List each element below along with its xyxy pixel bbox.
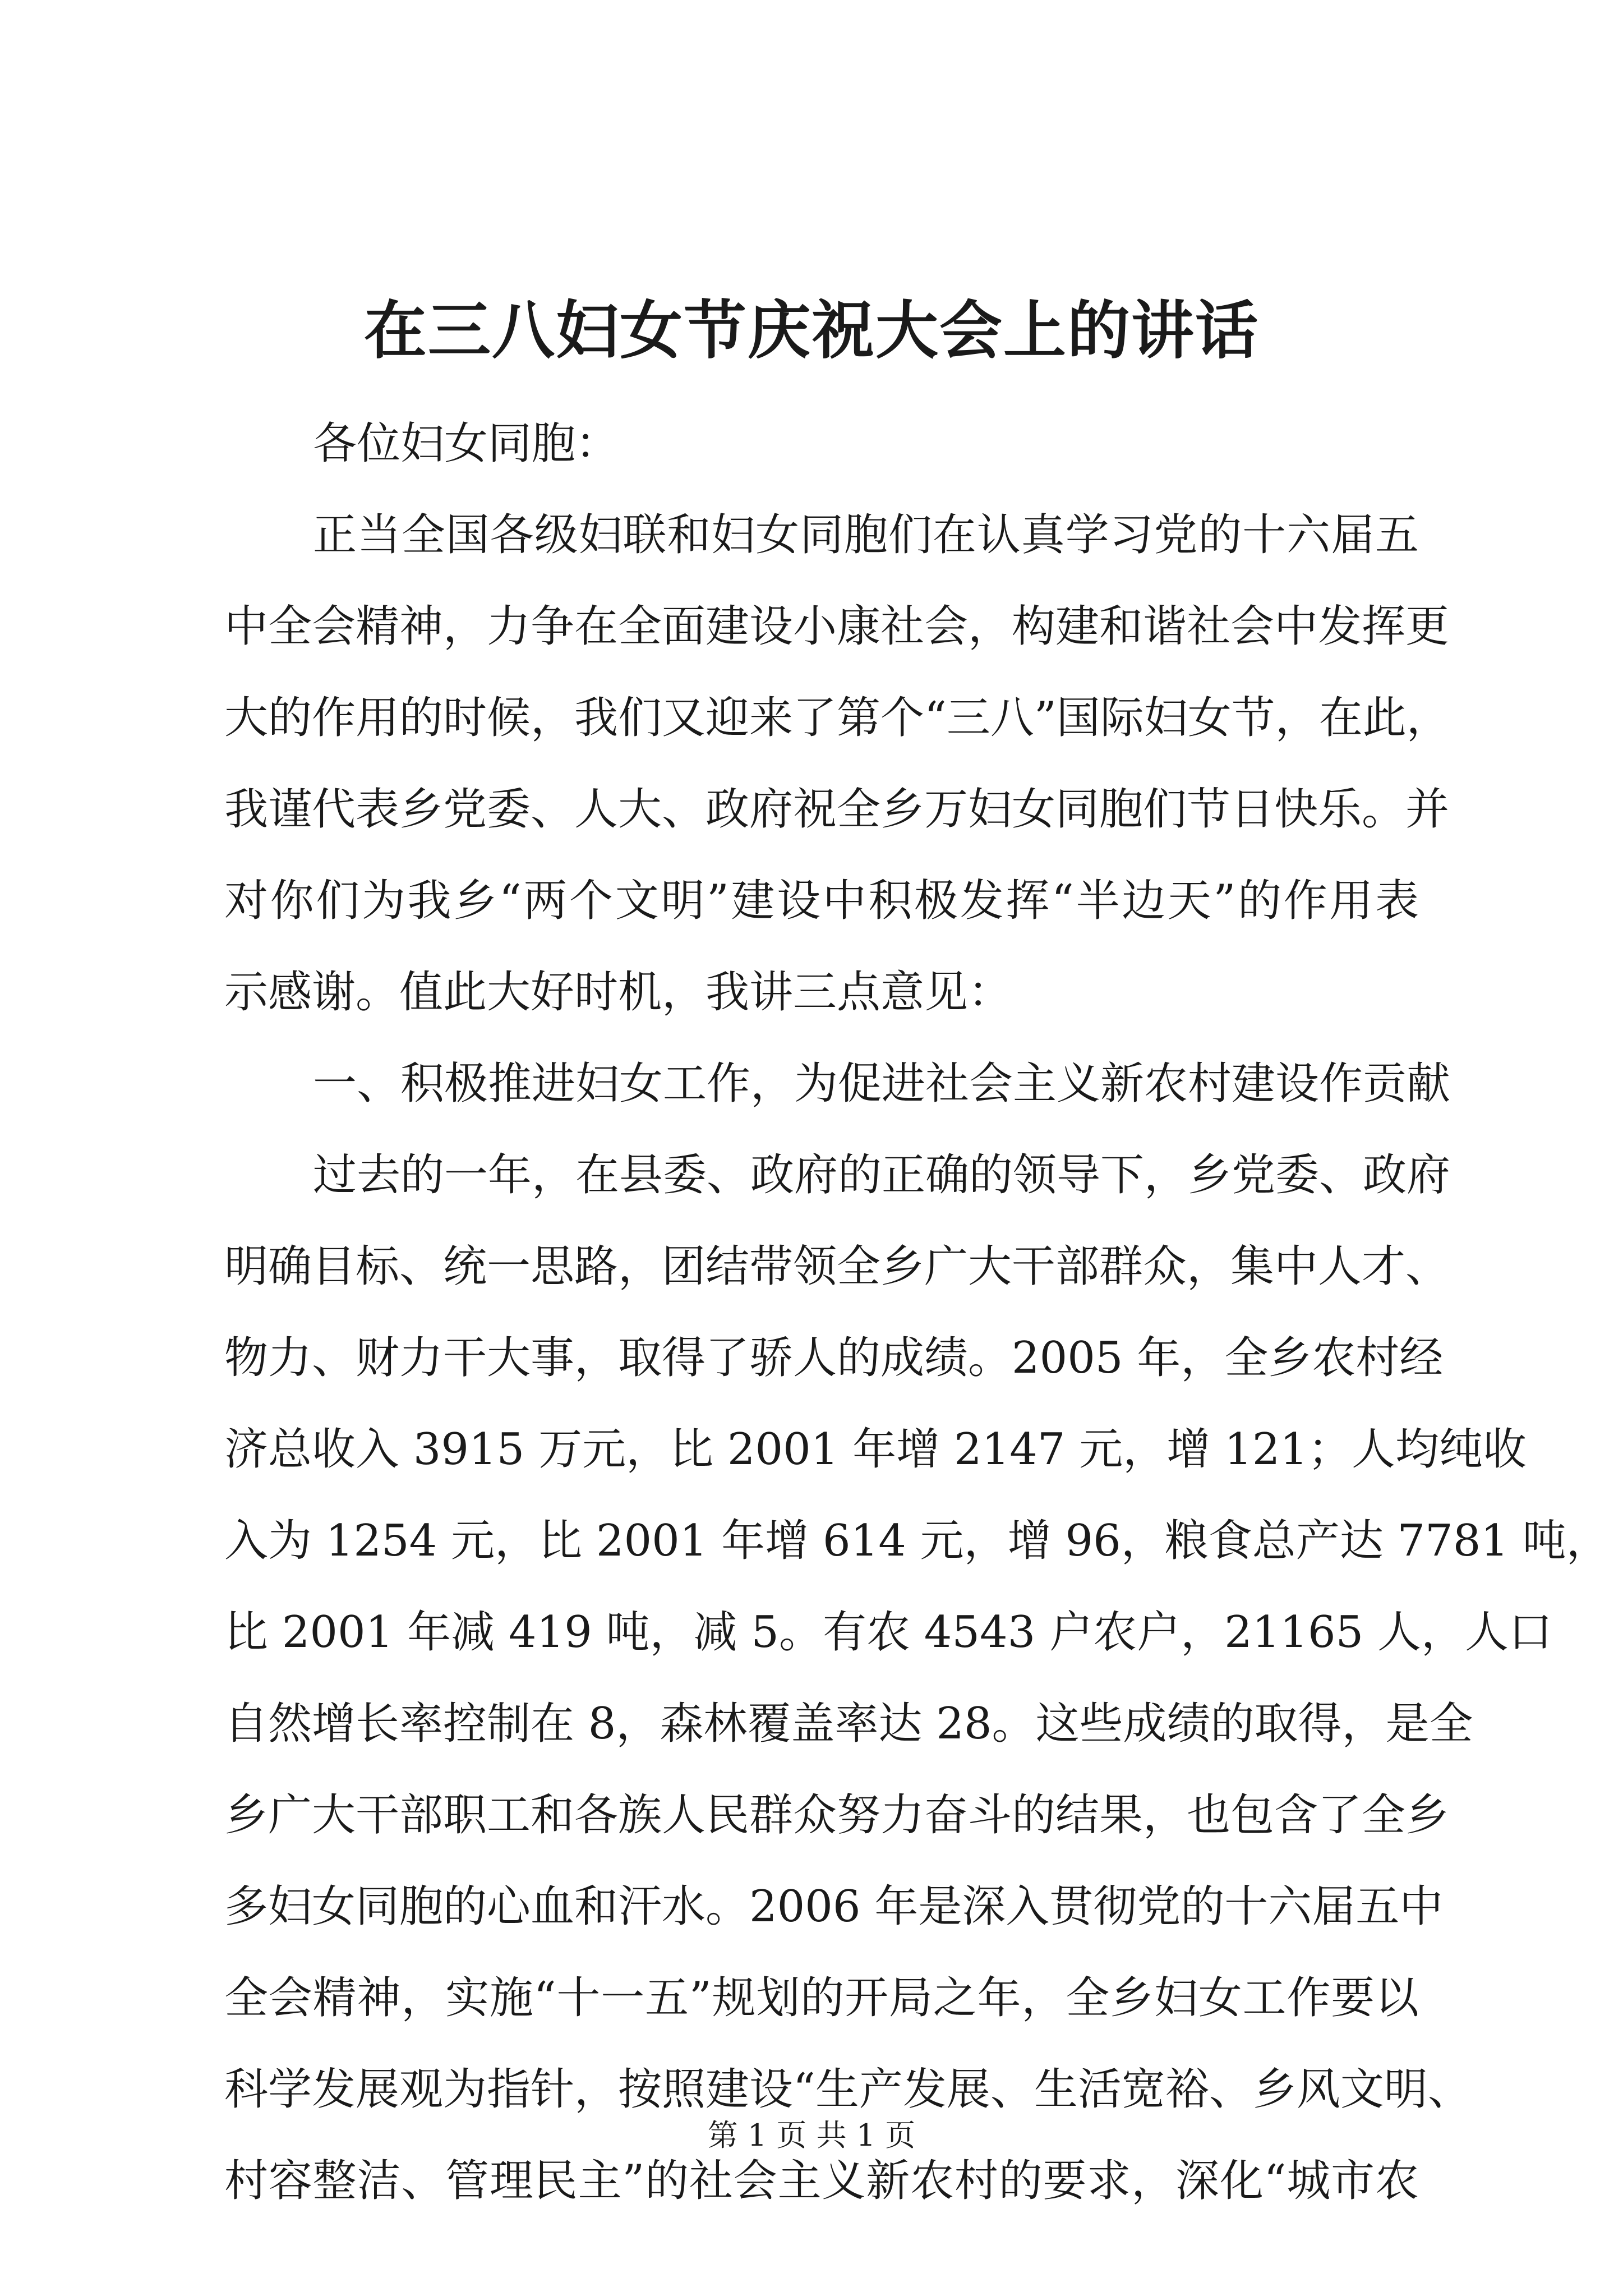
- paragraph-line: 自然增长率控制在 8，森林覆盖率达 28。这些成绩的取得，是全: [224, 1699, 1473, 1749]
- paragraph-line: 乡广大干部职工和各族人民群众努力奋斗的结果，也包含了全乡: [224, 1790, 1450, 1841]
- paragraph-line: 比 2001 年减 419 吨，减 5。有农 4543 户农户，21165 人，人口: [224, 1607, 1552, 1658]
- paragraph-line: 我谨代表乡党委、人大、政府祝全乡万妇女同胞们节日快乐。并: [224, 784, 1450, 835]
- paragraph-line: 入为 1254 元，比 2001 年增 614 元，增 96，粮食总产达 7781 吨，: [224, 1516, 1610, 1566]
- paragraph-line: 正当全国各级妇联和妇女同胞们在认真学习党的十六届五: [313, 510, 1419, 560]
- paragraph-line: 科学发展观为指针，按照建设“生产发展、生活宽裕、乡风文明、: [224, 2064, 1472, 2115]
- document-title: 在三八妇女节庆祝大会上的讲话: [364, 294, 1259, 367]
- paragraph-line: 对你们为我乡“两个文明”建设中积极发挥“半边天”的作用表: [224, 876, 1419, 926]
- paragraph-line: 多妇女同胞的心血和汗水。2006 年是深入贯彻党的十六届五中: [224, 1881, 1444, 1932]
- page-footer: 第 1 页 共 1 页: [707, 2118, 916, 2153]
- paragraph-line: 中全会精神，力争在全面建设小康社会，构建和谐社会中发挥更: [224, 601, 1450, 652]
- paragraph-line: 示感谢。值此大好时机，我讲三点意见：: [224, 967, 1012, 1018]
- section-heading-line: 一、积极推进妇女工作，为促进社会主义新农村建设作贡献: [313, 1059, 1451, 1109]
- paragraph-line: 过去的一年，在县委、政府的正确的领导下，乡党委、政府: [313, 1150, 1451, 1200]
- paragraph-line: 村容整洁、管理民主”的社会主义新农村的要求，深化“城市农: [224, 2156, 1419, 2206]
- paragraph-line: 济总收入 3915 万元，比 2001 年增 2147 元，增 121；人均纯收: [224, 1424, 1527, 1475]
- document-body: [224, 398, 1610, 2227]
- paragraph-line: 物力、财力干大事，取得了骄人的成绩。2005 年，全乡农村经: [224, 1333, 1444, 1383]
- salutation-line: 各位妇女同胞：: [313, 418, 620, 469]
- paragraph-line: 明确目标、统一思路，团结带领全乡广大干部群众，集中人才、: [224, 1241, 1450, 1292]
- paragraph-line: 大的作用的时候，我们又迎来了第个“三八”国际妇女节，在此，: [224, 693, 1450, 743]
- paragraph-line: 全会精神，实施“十一五”规划的开局之年，全乡妇女工作要以: [224, 1973, 1419, 2023]
